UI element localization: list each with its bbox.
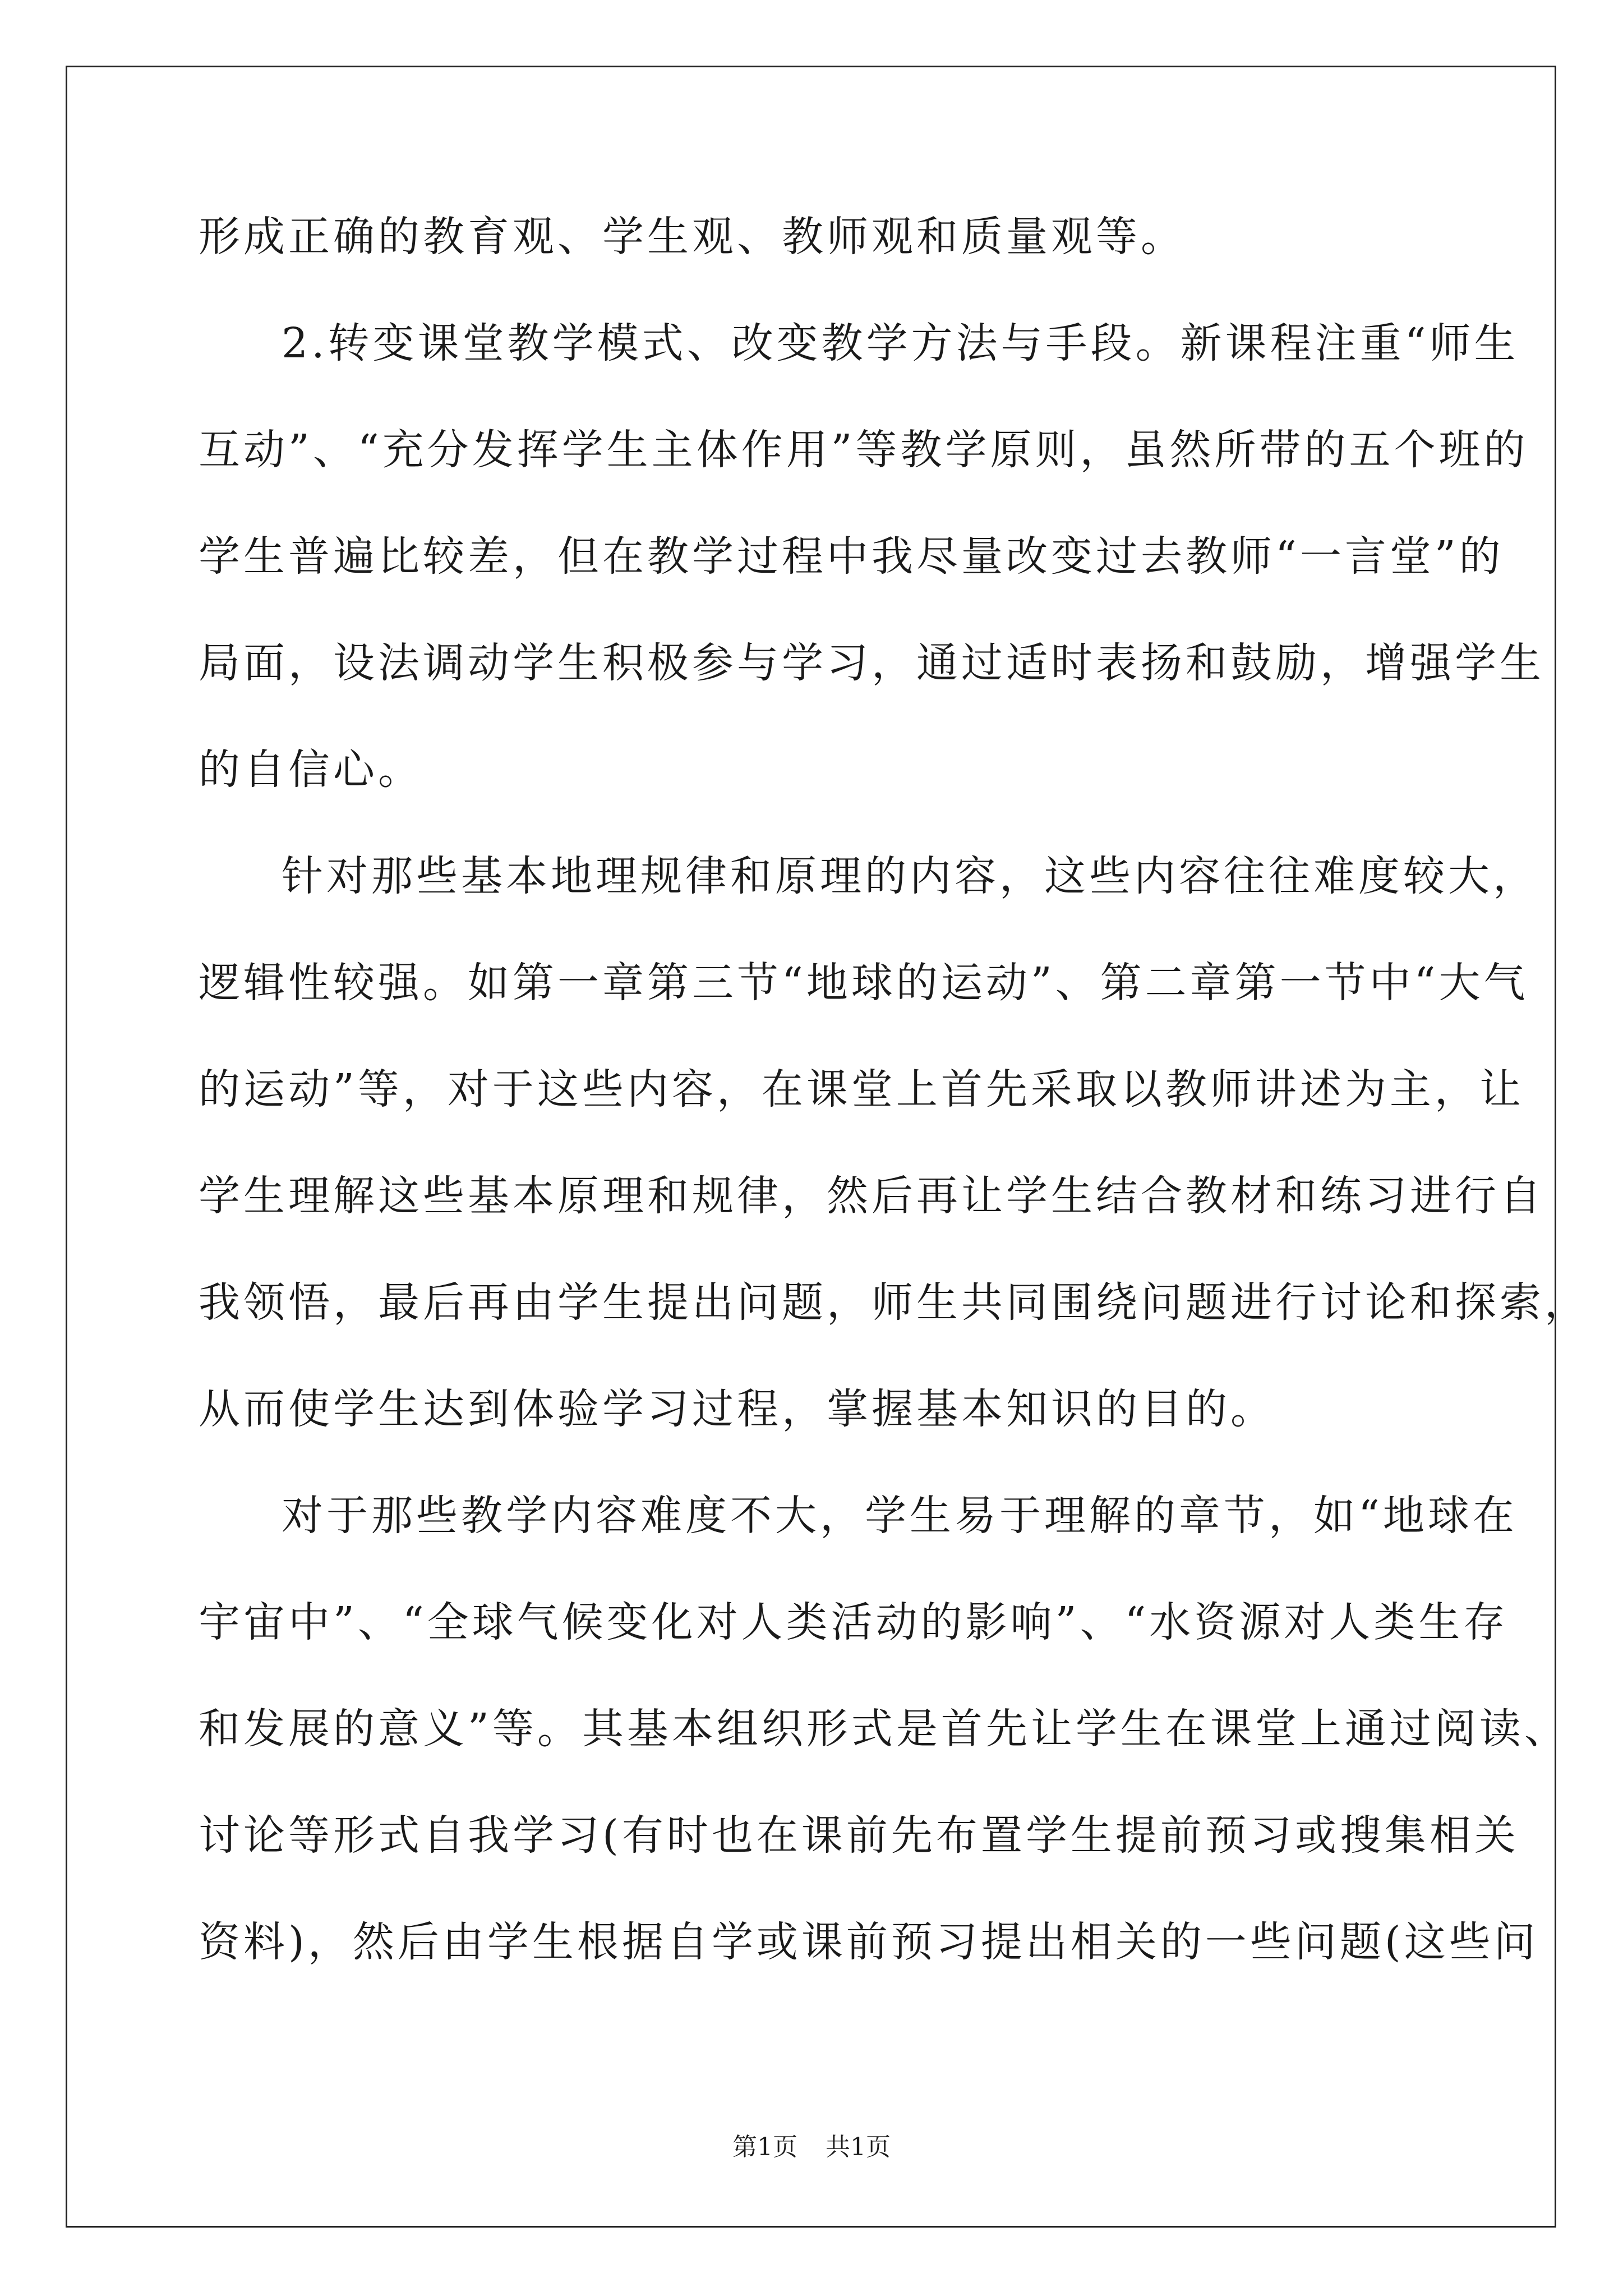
text-line: 针对那些基本地理规律和原理的内容，这些内容往往难度较大， [282,852,1538,900]
text-line: 的运动”等，对于这些内容，在课堂上首先采取以教师讲述为主，让 [199,1065,1524,1114]
text-line: 互动”、“充分发挥学生主体作用”等教学原则，虽然所带的五个班的 [199,426,1529,474]
text-line: 对于那些教学内容难度不大，学生易于理解的章节，如“地球在 [282,1492,1518,1540]
text-line: 从而使学生达到体验学习过程，掌握基本知识的目的。 [199,1385,1275,1433]
text-line: 讨论等形式自我学习(有时也在课前先布置学生提前预习或搜集相关 [199,1811,1519,1860]
text-line: 和发展的意义”等。其基本组织形式是首先让学生在课堂上通过阅读、 [199,1705,1569,1753]
text-line: 学生理解这些基本原理和规律，然后再让学生结合教材和练习进行自 [199,1172,1544,1220]
text-line: 学生普遍比较差，但在教学过程中我尽量改变过去教师“一言堂”的 [199,532,1504,581]
text-line: 局面，设法调动学生积极参与学习，通过适时表扬和鼓励，增强学生 [199,639,1544,687]
page-number-total: 共1页 [826,2133,891,2161]
text-line: 逻辑性较强。如第一章第三节“地球的运动”、第二章第一节中“大气 [199,959,1529,1007]
text-line: 的自信心。 [199,746,423,794]
page-footer [0,2131,1623,2164]
text-line: 形成正确的教育观、学生观、教师观和质量观等。 [199,213,1186,261]
text-line: 资料)，然后由学生根据自学或课前预习提出相关的一些问题(这些问 [199,1918,1539,1966]
document-body [199,203,1589,2015]
page-number-current: 第1页 [732,2133,797,2161]
text-line: 我领悟，最后再由学生提出问题，师生共同围绕问题进行讨论和探索， [199,1278,1589,1327]
text-line: 宇宙中”、“全球气候变化对人类活动的影响”、“水资源对人类生存 [199,1598,1509,1646]
text-line: 2.转变课堂教学模式、改变教学方法与手段。新课程注重“师生 [282,319,1519,367]
